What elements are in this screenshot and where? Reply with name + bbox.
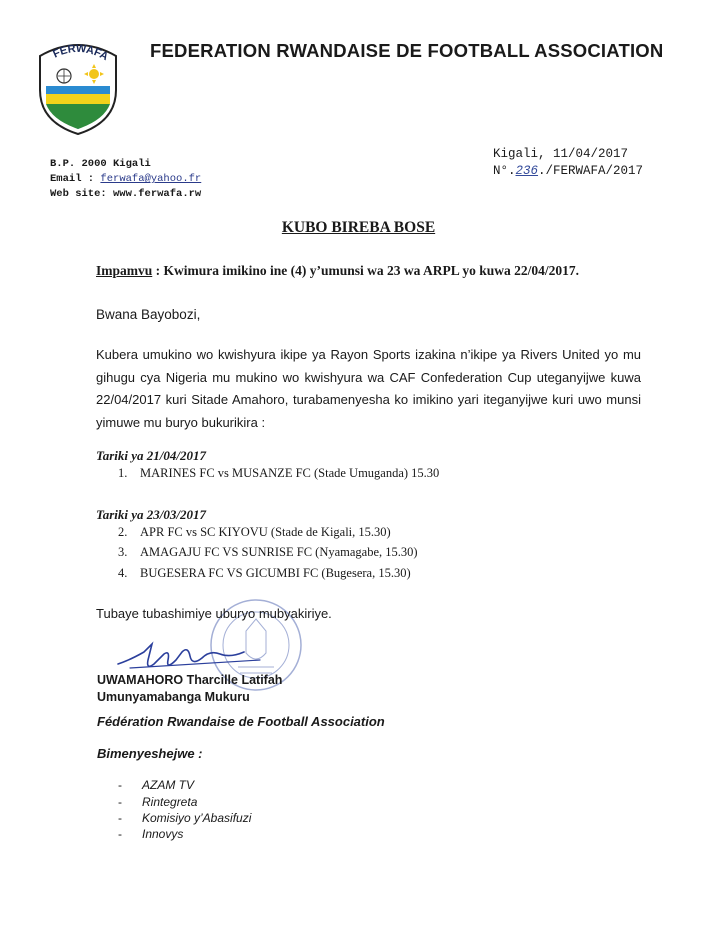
- date-reference-block: [493, 146, 643, 180]
- match-item: [118, 545, 418, 560]
- subject-line: [96, 263, 579, 279]
- cc-item: - Innovys: [118, 827, 184, 841]
- email-label: Email :: [50, 173, 101, 185]
- match-text: APR FC vs SC KIYOVU (Stade de Kigali, 15.30): [140, 525, 391, 539]
- match-number: 2.: [118, 525, 128, 539]
- signatory-name: UWAMAHORO Tharcille Latifah: [97, 673, 283, 687]
- website: Web site: www.ferwafa.rw: [50, 188, 202, 200]
- body-paragraph: Kubera umukino wo kwishyura ikipe ya Rayon Sports izakina n’ikipe ya Rivers United yo mu gihugu cya Nigeria mu mukino wo kwishyura wa CAF Confederation Cup uteganyijwe kuwa 22/04/2017 kuri Sitade Amahoro, turabamenyesha ko imikino yari iteganyijwe kuri uwo munsi yimuwe mu buryo bukurikira :: [96, 347, 641, 430]
- reference-number: [493, 163, 643, 180]
- closing-line: Tubaye tubashimiye uburyo mubyakiriye.: [96, 606, 332, 621]
- contact-block: [50, 157, 201, 202]
- cc-item-label: Rintegreta: [142, 795, 198, 809]
- cc-item: - Rintegreta: [118, 795, 198, 809]
- match-item: [118, 466, 439, 481]
- ref-prefix: N°.: [493, 164, 516, 178]
- schedule-date-label: Tariki ya 23/03/2017: [96, 507, 207, 522]
- place-date: Kigali, 11/04/2017: [493, 147, 629, 161]
- cc-item-label: Komisiyo y’Abasifuzi: [142, 811, 252, 825]
- match-text: BUGESERA FC VS GICUMBI FC (Bugesera, 15.30): [140, 566, 411, 580]
- cc-item: - Komisiyo y’Abasifuzi: [118, 811, 252, 825]
- subject-label: Impamvu: [96, 263, 153, 278]
- federation-name: Fédération Rwandaise de Football Association: [97, 714, 385, 729]
- organization-title: FEDERATION RWANDAISE DE FOOTBALL ASSOCIATION: [150, 40, 664, 61]
- cc-label: Bimenyeshejwe :: [97, 746, 203, 761]
- po-box: B.P. 2000 Kigali: [50, 158, 151, 170]
- cc-item: - AZAM TV: [118, 778, 195, 792]
- cc-item-label: Innovys: [142, 827, 184, 841]
- match-text: MARINES FC vs MUSANZE FC (Stade Umuganda) 15.30: [140, 466, 440, 480]
- schedule-date-label: Tariki ya 21/04/2017: [96, 448, 207, 463]
- email-link[interactable]: ferwafa@yahoo.fr: [100, 173, 202, 185]
- match-number: 3.: [118, 545, 128, 559]
- match-item: [118, 566, 411, 581]
- document-heading: KUBO BIREBA BOSE: [281, 219, 436, 236]
- match-text: AMAGAJU FC VS SUNRISE FC (Nyamagabe, 15.30): [140, 545, 418, 559]
- greeting: Bwana Bayobozi,: [96, 307, 201, 322]
- email-line: [50, 172, 201, 187]
- signatory-block: [97, 672, 282, 706]
- ref-number: 236: [515, 164, 539, 178]
- signatory-title: Umunyamabanga Mukuru: [97, 690, 250, 704]
- logo-text: FERWAFA: [51, 42, 111, 64]
- match-number: 1.: [118, 466, 128, 480]
- match-item: [118, 525, 391, 540]
- ref-suffix: ./FERWAFA/2017: [538, 164, 644, 178]
- cc-item-label: AZAM TV: [142, 778, 195, 792]
- ferwafa-logo: [34, 36, 122, 136]
- subject-text: : Kwimura imikino ine (4) y’umunsi wa 23 wa ARPL yo kuwa 22/04/2017.: [152, 263, 580, 278]
- match-number: 4.: [118, 566, 128, 580]
